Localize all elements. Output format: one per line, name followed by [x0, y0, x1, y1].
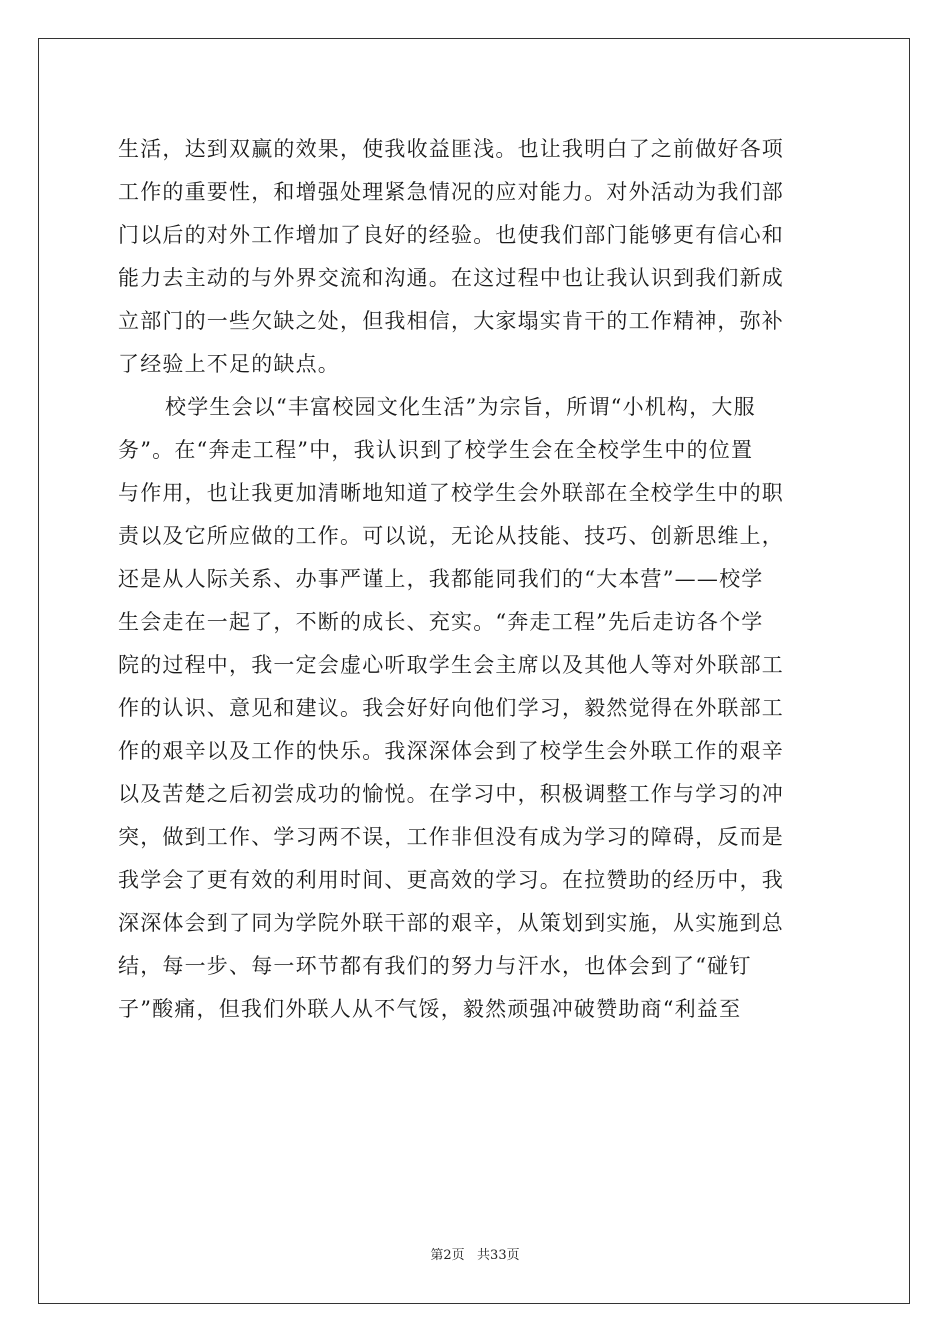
text-line: 突，做到工作、学习两不误，工作非但没有成为学习的障碍，反而是	[118, 825, 784, 849]
text-line: 作的艰辛以及工作的快乐。我深深体会到了校学生会外联工作的艰辛	[118, 739, 784, 763]
text-line: 还是从人际关系、办事严谨上，我都能同我们的“大本营”——校学	[118, 567, 764, 591]
text-line: 结，每一步、每一环节都有我们的努力与汗水，也体会到了“碰钉	[118, 954, 752, 978]
text-line: 了经验上不足的缺点。	[118, 352, 340, 376]
text-line: 立部门的一些欠缺之处，但我相信，大家塌实肯干的工作精神，弥补	[118, 309, 784, 333]
page-number-footer: 第2页 共33页	[430, 1248, 520, 1263]
text-line: 生会走在一起了，不断的成长、充实。“奔走工程”先后走访各个学	[118, 610, 764, 634]
text-line: 我学会了更有效的利用时间、更高效的学习。在拉赞助的经历中，我	[118, 868, 784, 892]
text-line: 能力去主动的与外界交流和沟通。在这过程中也让我认识到我们新成	[118, 266, 784, 290]
text-line: 作的认识、意见和建议。我会好好向他们学习，毅然觉得在外联部工	[118, 696, 784, 720]
text-line: 院的过程中，我一定会虚心听取学生会主席以及其他人等对外联部工	[118, 653, 784, 677]
text-line: 生活，达到双赢的效果，使我收益匪浅。也让我明白了之前做好各项	[118, 137, 784, 161]
text-line: 门以后的对外工作增加了良好的经验。也使我们部门能够更有信心和	[118, 223, 784, 247]
text-line: 工作的重要性，和增强处理紧急情况的应对能力。对外活动为我们部	[118, 180, 784, 204]
text-line: 子”酸痛，但我们外联人从不气馁，毅然顽强冲破赞助商“利益至	[118, 997, 742, 1021]
text-line: 深深体会到了同为学院外联干部的艰辛，从策划到实施，从实施到总	[118, 911, 784, 935]
text-line: 校学生会以“丰富校园文化生活”为宗旨，所谓“小机构，大服	[165, 395, 756, 419]
text-line: 以及苦楚之后初尝成功的愉悦。在学习中，积极调整工作与学习的冲	[118, 782, 784, 806]
text-line: 务”。在“奔走工程”中，我认识到了校学生会在全校学生中的位置	[118, 438, 754, 462]
document-body	[118, 128, 832, 1031]
text-line: 与作用，也让我更加清晰地知道了校学生会外联部在全校学生中的职	[118, 481, 784, 505]
text-line: 责以及它所应做的工作。可以说，无论从技能、技巧、创新思维上，	[118, 524, 784, 548]
